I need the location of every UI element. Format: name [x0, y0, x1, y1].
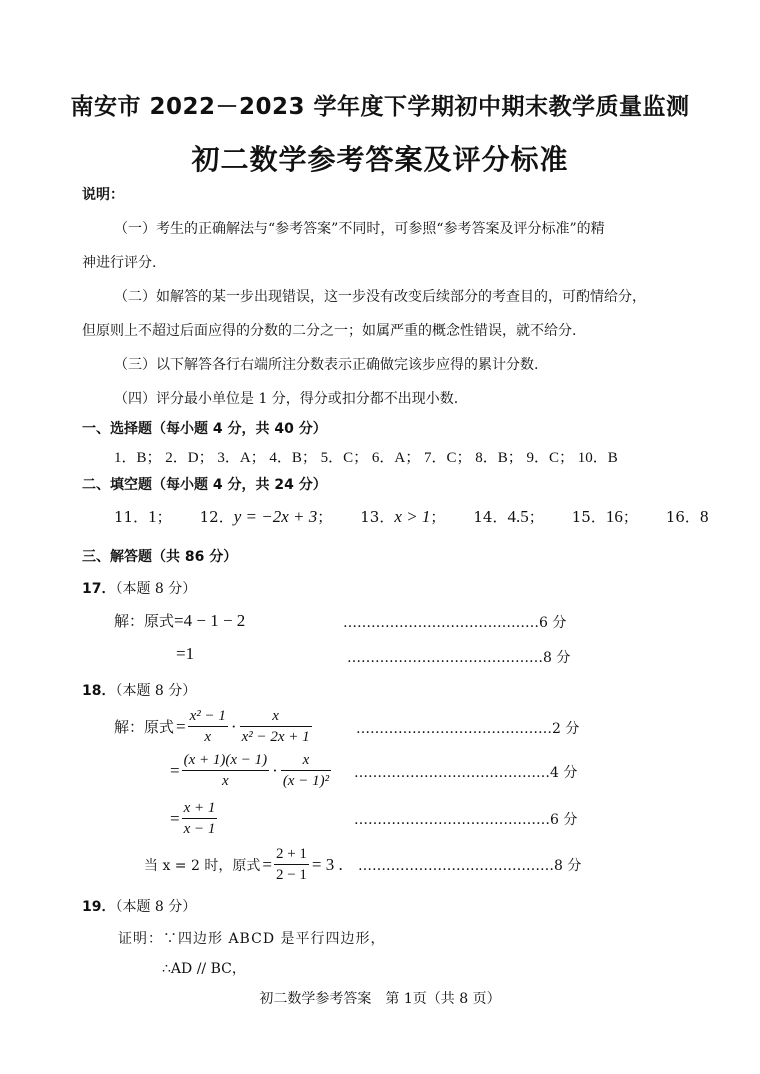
q18-score-note: （本题 8 分）	[115, 683, 197, 699]
q17-score-1: ……………………………………6 分	[343, 615, 567, 631]
q18-score-2: ……………………………………4 分	[354, 765, 578, 781]
q17-line-1	[114, 610, 245, 631]
answer-13: x > 1	[394, 506, 431, 526]
numerator: x + 1	[182, 798, 218, 819]
q17-header	[82, 578, 196, 598]
q18-substitution-prefix: 当 x = 2 时，原式	[144, 857, 261, 874]
section-1-heading: 一、选择题（每小题 4 分，共 40 分）	[82, 421, 327, 437]
q18-line-2	[170, 750, 331, 791]
q18-line-3	[170, 798, 217, 839]
section-2-heading: 二、填空题（每小题 4 分，共 24 分）	[82, 477, 327, 493]
equals-sign: =	[170, 808, 180, 828]
separator: ；	[528, 508, 544, 526]
numerator: x	[281, 750, 331, 771]
q18-l1-fraction-1	[188, 706, 228, 747]
q19-line-2: ∴AD // BC，	[162, 961, 246, 977]
q17-label: 17．	[82, 581, 116, 597]
denominator: 2 − 1	[275, 867, 307, 883]
notes-heading: 说明：	[82, 187, 124, 203]
answer-11-number: 11．	[114, 508, 149, 526]
q18-score-3: ……………………………………6 分	[354, 812, 578, 828]
q17-score-note: （本题 8 分）	[115, 581, 197, 597]
q18-result: = 3 .	[311, 854, 343, 874]
exam-title: 南安市 2022－2023 学年度下学期初中期末教学质量监测	[70, 94, 690, 120]
separator: ；	[622, 508, 638, 526]
q18-l2-fraction-1	[182, 750, 270, 791]
numerator: 2 + 1	[274, 844, 309, 865]
denominator: x − 1	[183, 821, 216, 837]
numerator: (x + 1)(x − 1)	[182, 750, 270, 771]
note-2-line-1: （二）如解答的某一步出现错误，这一步没有改变后续部分的考查目的，可酌情给分，	[114, 289, 646, 305]
answer-12-number: 12．	[199, 508, 234, 526]
choice-answers: 1．B； 2．D； 3．A； 4．B； 5．C； 6．A； 7．C； 8．B； 9．C； 10．B	[114, 450, 618, 466]
note-2-line-2: 但原则上不超过后面应得的分数的二分之一；如属严重的概念性错误，就不给分.	[82, 323, 577, 339]
q18-line-1	[114, 706, 312, 747]
equals-sign: =	[262, 854, 272, 874]
equals-sign: =	[176, 716, 186, 736]
q18-label: 18．	[82, 683, 116, 699]
equals-sign: =	[170, 760, 180, 780]
q17-score-2: ……………………………………8 分	[347, 650, 571, 666]
denominator: x² − 2x + 1	[241, 729, 310, 745]
times-dot: ·	[272, 760, 278, 780]
q17-expression-2: =1	[176, 644, 195, 663]
answer-16: 8	[699, 506, 709, 526]
q18-l3-fraction	[182, 798, 218, 839]
page-footer: 初二数学参考答案 第 1页（共 8 页）	[259, 991, 501, 1007]
answer-11: 1	[148, 506, 157, 526]
answer-14: 4.5	[507, 506, 529, 526]
q19-header	[82, 896, 196, 916]
answer-15-number: 15．	[571, 508, 606, 526]
q19-score-note: （本题 8 分）	[115, 899, 197, 915]
answer-12: y = −2x + 3	[233, 506, 318, 526]
q18-line-4	[144, 844, 343, 885]
denominator: (x − 1)²	[282, 773, 330, 789]
q18-header	[82, 680, 196, 700]
numerator: x	[240, 706, 312, 727]
q17-expression-1: =4 − 1 − 2	[174, 610, 246, 630]
answer-16-number: 16．	[665, 508, 700, 526]
numerator: x² − 1	[188, 706, 228, 727]
fill-in-answers	[114, 506, 708, 527]
q18-l2-fraction-2	[281, 750, 331, 791]
q18-prefix: 解：原式	[114, 718, 175, 736]
q18-l1-fraction-2	[240, 706, 312, 747]
note-1-line-1: （一）考生的正确解法与“参考答案”不同时，可参照“参考答案及评分标准”的精	[114, 221, 605, 237]
document-title: 初二数学参考答案及评分标准	[191, 143, 569, 176]
times-dot: ·	[230, 716, 237, 736]
q18-score-4: ……………………………………8 分	[358, 858, 582, 874]
denominator: x	[204, 729, 212, 745]
separator: ；	[317, 508, 333, 526]
note-3: （三）以下解答各行右端所注分数表示正确做完该步应得的累计分数.	[114, 357, 539, 373]
q18-score-1: ……………………………………2 分	[356, 721, 580, 737]
answer-13-number: 13．	[360, 508, 395, 526]
q17-prefix: 解：原式	[114, 612, 175, 630]
answer-14-number: 14．	[473, 508, 508, 526]
answer-15: 16	[605, 506, 623, 526]
note-1-line-2: 神进行评分.	[82, 255, 157, 271]
separator: ；	[430, 508, 446, 526]
section-3-heading: 三、解答题（共 86 分）	[82, 549, 238, 565]
separator: ；	[156, 508, 172, 526]
denominator: x	[222, 773, 229, 789]
note-4: （四）评分最小单位是 1 分，得分或扣分都不出现小数.	[114, 391, 459, 407]
q19-label: 19．	[82, 899, 116, 915]
q19-line-1: 证明：∵四边形 ABCD 是平行四边形，	[118, 931, 386, 947]
q18-l4-fraction	[274, 844, 309, 885]
